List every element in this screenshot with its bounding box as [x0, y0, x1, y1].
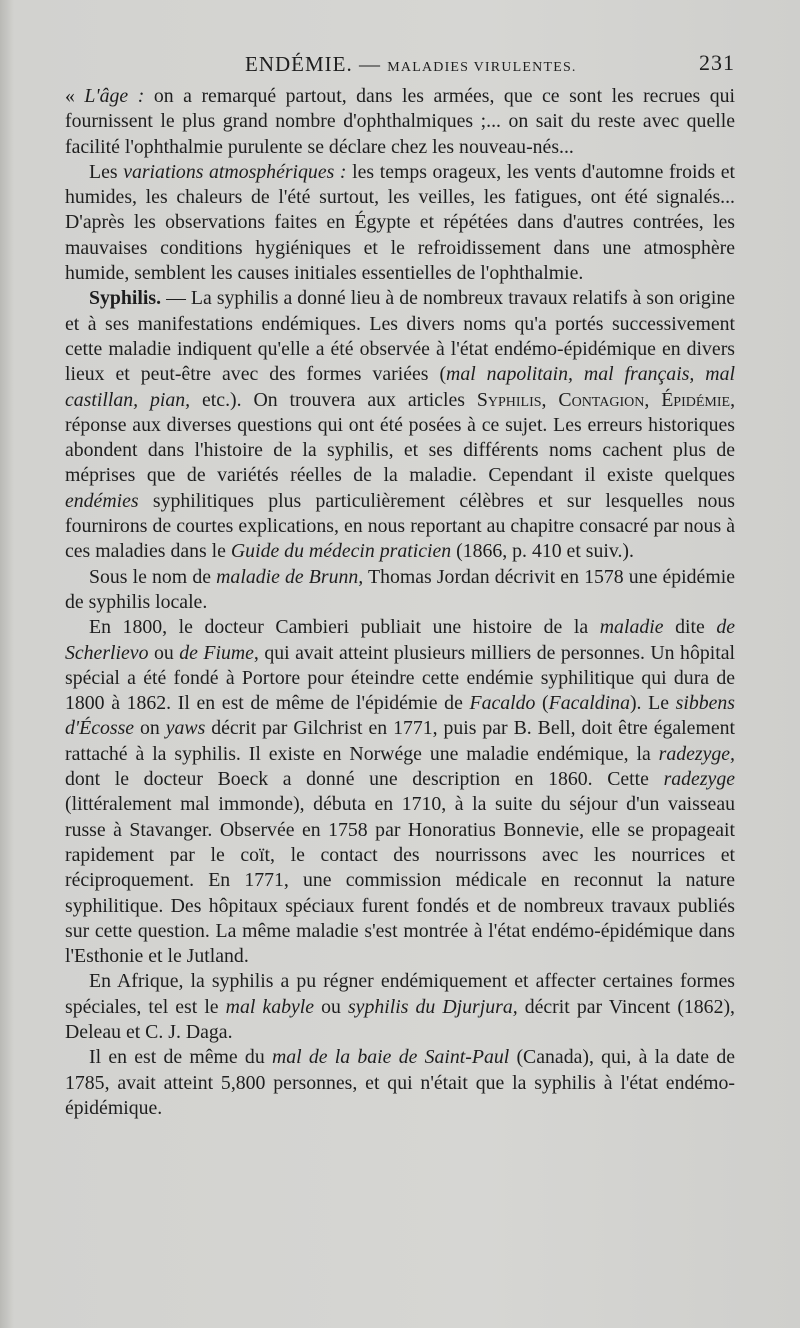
italic-term: endémies [65, 489, 139, 512]
italic-term: maladie de Brunn, [216, 565, 364, 588]
italic-term: variations atmosphériques : [123, 160, 347, 183]
text-run: syphilitiques plus particulièrement célèbres et sur lesquelles nous fournirons de courtes explications, en nous reportant au chapitre consacré par nous à ces maladies dans le [65, 489, 735, 563]
paragraph-scherlievo [65, 615, 735, 969]
text-run: , réponse aux diverses questions qui ont été posées à ce sujet. Les erreurs historiques abondent dans l'histoire de la syphilis, et ses différents noms cachent plus de méprises que de variétés réelles de la maladie. Cependant il existe quelques [65, 388, 736, 487]
text-run: etc.). On trouvera aux articles [190, 388, 477, 411]
section-heading: Syphilis. [89, 287, 162, 310]
paragraph-brunn [65, 565, 735, 616]
text-run: Thomas Jordan décrivit en 1578 une épidémie de syphilis locale. [65, 565, 735, 613]
paragraph-afrique [65, 969, 735, 1045]
italic-term: L'âge : [84, 85, 145, 107]
page-body [65, 84, 735, 1121]
text-run: « [65, 85, 85, 107]
text-run: , qui avait atteint plusieurs milliers de personnes. Un hôpital spécial a été fondé à Portore pour éteindre cette endémie syphilitique qui dura de 1800 à 1862. Il en est de même de l'épidémie de [65, 641, 735, 715]
text-run: décrit par Gilchrist en 1771, puis par B. Bell, doit être également rattaché à la syphilis. Il existe en Norwége une maladie endémique, la [65, 717, 736, 765]
cross-reference: Syphilis [476, 388, 542, 411]
italic-term: mal napolitain, mal français, mal castillan, pian, [65, 363, 735, 411]
text-run: ou [314, 995, 348, 1018]
italic-term: maladie [599, 616, 664, 639]
text-run: ou [148, 641, 180, 664]
text-run: , [644, 388, 662, 411]
text-run: dite [663, 616, 717, 639]
paragraph-saint-paul [65, 1045, 735, 1121]
text-run: ( [535, 692, 549, 715]
text-run: les temps orageux, les vents d'automne froids et humides, les chaleurs de l'été surtout, les veilles, les fatigues, ont été signalés... D'après les observations faites en Égypte et répétées dans d'autres contrées, les mauvaises conditions hygiéniques et le refroidissement dans une atmosphère humide, semblent les causes initiales essentielles de l'ophthalmie. [65, 160, 735, 285]
running-header [65, 48, 735, 76]
italic-term: de Scherlievo [65, 616, 735, 664]
italic-term: yaws [165, 717, 206, 740]
text-run: décrit par Vincent (1862), Deleau et C. J. Daga. [65, 995, 735, 1043]
italic-term: de Fiume [179, 641, 254, 664]
italic-term: radezyge [663, 768, 735, 791]
text-run: (littéralement mal immonde), débuta en 1710, à la suite du séjour d'un vaisseau russe à Stavanger. Observée en 1758 par Honoratius Bonnevie, elle se propageait rapidement par le coït, le contact des nourrissons avec les nourrices et réciproquement. En 1771, une commission médicale en reconnut la nature syphilitique. Des hôpitaux spéciaux furent fondés et de nombreux travaux publiés sur cette question. La même maladie s'est montrée à l'état endémo-épidémique dans l'Esthonie et le Jutland. [65, 793, 735, 968]
text-run: , [541, 388, 559, 411]
italic-term: Facaldina [548, 692, 630, 715]
italic-term: mal de la baie de Saint-Paul [271, 1046, 510, 1069]
text-run: En Afrique, la syphilis a pu régner endémiquement et affecter certaines formes spéciales, tel est le [65, 970, 735, 1018]
italic-term: syphilis du Djurjura, [347, 995, 518, 1018]
text-run: dont le docteur Boeck a donné une description en 1860. Cette [65, 768, 664, 791]
cross-reference: Contagion [558, 388, 645, 411]
italic-term: radezyge, [658, 742, 735, 765]
running-title-sub: MALADIES VIRULENTES. [387, 60, 577, 75]
text-run: Les [89, 160, 124, 183]
running-title-main: ENDÉMIE. — [245, 52, 388, 76]
text-run: (1866, p. 410 et suiv.). [451, 540, 634, 563]
text-run: — La syphilis a donné lieu à de nombreux travaux relatifs à son origine et à ses manifestations endémiques. Les divers noms qu'a portés successivement cette maladie indiquent qu'elle a été observée à l'état endémo-épidémique en divers lieux et peut-être avec des formes variées ( [65, 287, 735, 386]
running-title [245, 52, 577, 77]
text-run: on [134, 717, 166, 740]
italic-term: Guide du médecin praticien [230, 540, 452, 563]
text-run: En 1800, le docteur Cambieri publiait une histoire de la [89, 616, 600, 639]
paragraph-syphilis [65, 286, 735, 564]
italic-term: sibbens d'Écosse [65, 692, 735, 740]
paragraph-variations [65, 160, 735, 286]
italic-term: mal kabyle [225, 995, 315, 1018]
page-number: 231 [699, 50, 735, 75]
text-run: ). Le [629, 692, 676, 715]
text-run: Sous le nom de [89, 565, 217, 588]
text-run: Il en est de même du [89, 1046, 272, 1069]
paragraph-age [65, 84, 735, 160]
italic-term: Facaldo [469, 692, 536, 715]
text-run: (Canada), qui, à la date de 1785, avait atteint 5,800 personnes, et qui n'était que la syphilis à l'état endémo-épidémique. [65, 1046, 735, 1119]
cross-reference: Épidémie [661, 388, 731, 411]
text-run: on a remarqué partout, dans les armées, que ce sont les recrues qui fournissent le plus grand nombre d'ophthalmiques ;... on sait du reste avec quelle facilité l'ophthalmie purulente se déclare chez les nouveau-nés... [65, 85, 735, 158]
